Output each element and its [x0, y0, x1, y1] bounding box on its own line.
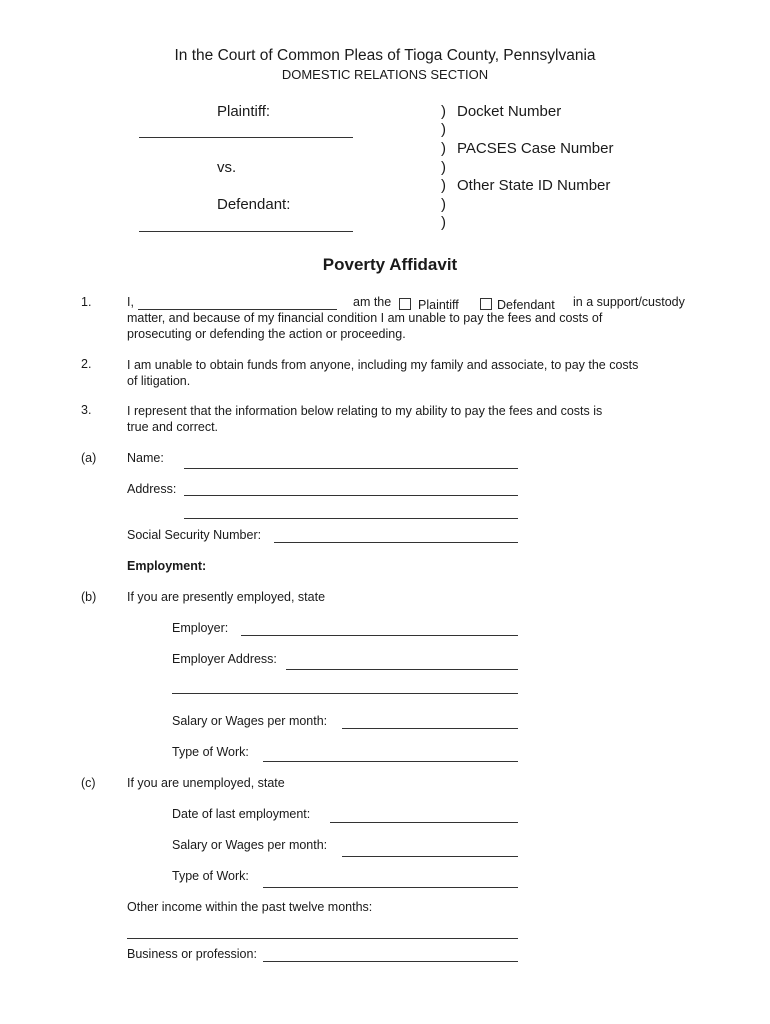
employment-heading: Employment: [127, 559, 207, 573]
employed-salary-field[interactable] [342, 728, 518, 729]
item-2-line-1: I am unable to obtain funds from anyone, including my family and associate, to pay the costs [127, 358, 639, 372]
ssn-label: Social Security Number: [127, 528, 262, 542]
employed-intro: If you are presently employed, state [127, 590, 326, 604]
caption-paren: ) [441, 196, 446, 213]
court-heading: In the Court of Common Pleas of Tioga County, Pennsylvania [174, 47, 596, 64]
item-1-line-3: prosecuting or defending the action or proceeding. [127, 327, 406, 341]
item-number-1: 1. [81, 295, 92, 309]
other-income-field[interactable] [127, 938, 518, 939]
last-employment-field[interactable] [330, 822, 518, 823]
item-1-line-2: matter, and because of my financial condition I am unable to pay the fees and costs of [127, 311, 603, 325]
section-c-marker: (c) [81, 776, 96, 790]
defendant-checkbox[interactable] [480, 298, 492, 310]
defendant-option-label: Defendant [497, 298, 555, 312]
address-field-2[interactable] [184, 518, 518, 519]
employer-label: Employer: [172, 621, 229, 635]
last-employment-label: Date of last employment: [172, 807, 311, 821]
defendant-name-line[interactable] [139, 231, 353, 232]
employed-salary-label: Salary or Wages per month: [172, 714, 328, 728]
business-field[interactable] [263, 961, 518, 962]
item-2-line-2: of litigation. [127, 374, 191, 388]
employer-address-field-2[interactable] [172, 693, 518, 694]
plaintiff-checkbox[interactable] [399, 298, 411, 310]
business-label: Business or profession: [127, 947, 257, 961]
item-number-3: 3. [81, 403, 92, 417]
item-1-i: I, [127, 295, 134, 309]
unemployed-type-field[interactable] [263, 887, 518, 888]
page-title: Poverty Affidavit [322, 255, 458, 274]
docket-number-label: Docket Number [457, 103, 562, 120]
address-field-1[interactable] [184, 495, 518, 496]
employer-address-label: Employer Address: [172, 652, 277, 666]
other-state-id-label: Other State ID Number [457, 177, 611, 194]
item-number-2: 2. [81, 357, 92, 371]
unemployed-salary-field[interactable] [342, 856, 518, 857]
name-field[interactable] [184, 468, 518, 469]
unemployed-type-label: Type of Work: [172, 869, 249, 883]
plaintiff-name-line[interactable] [139, 137, 353, 138]
section-heading: DOMESTIC RELATIONS SECTION [281, 67, 489, 82]
other-income-label: Other income within the past twelve months: [127, 900, 373, 914]
caption-paren: ) [441, 177, 446, 194]
plaintiff-label: Plaintiff: [217, 103, 271, 120]
employer-field[interactable] [241, 635, 518, 636]
vs-label: vs. [217, 159, 237, 176]
address-label: Address: [127, 482, 177, 496]
unemployed-salary-label: Salary or Wages per month: [172, 838, 328, 852]
employer-address-field-1[interactable] [286, 669, 518, 670]
defendant-label: Defendant: [217, 196, 291, 213]
caption-paren: ) [441, 140, 446, 157]
ssn-field[interactable] [274, 542, 518, 543]
employed-type-label: Type of Work: [172, 745, 249, 759]
item-1-am-the: am the [353, 295, 392, 309]
section-a-marker: (a) [81, 451, 97, 465]
name-label: Name: [127, 451, 164, 465]
caption-paren: ) [441, 103, 446, 120]
item-1-tail: in a support/custody [573, 295, 685, 309]
item-3-line-1: I represent that the information below relating to my ability to pay the fees and costs is [127, 404, 603, 418]
plaintiff-option-label: Plaintiff [418, 298, 459, 312]
caption-paren: ) [441, 214, 446, 231]
caption-paren: ) [441, 121, 446, 138]
item-3-line-2: true and correct. [127, 420, 219, 434]
unemployed-intro: If you are unemployed, state [127, 776, 285, 790]
employed-type-field[interactable] [263, 761, 518, 762]
section-b-marker: (b) [81, 590, 97, 604]
caption-paren: ) [441, 159, 446, 176]
pacses-case-number-label: PACSES Case Number [457, 140, 614, 157]
